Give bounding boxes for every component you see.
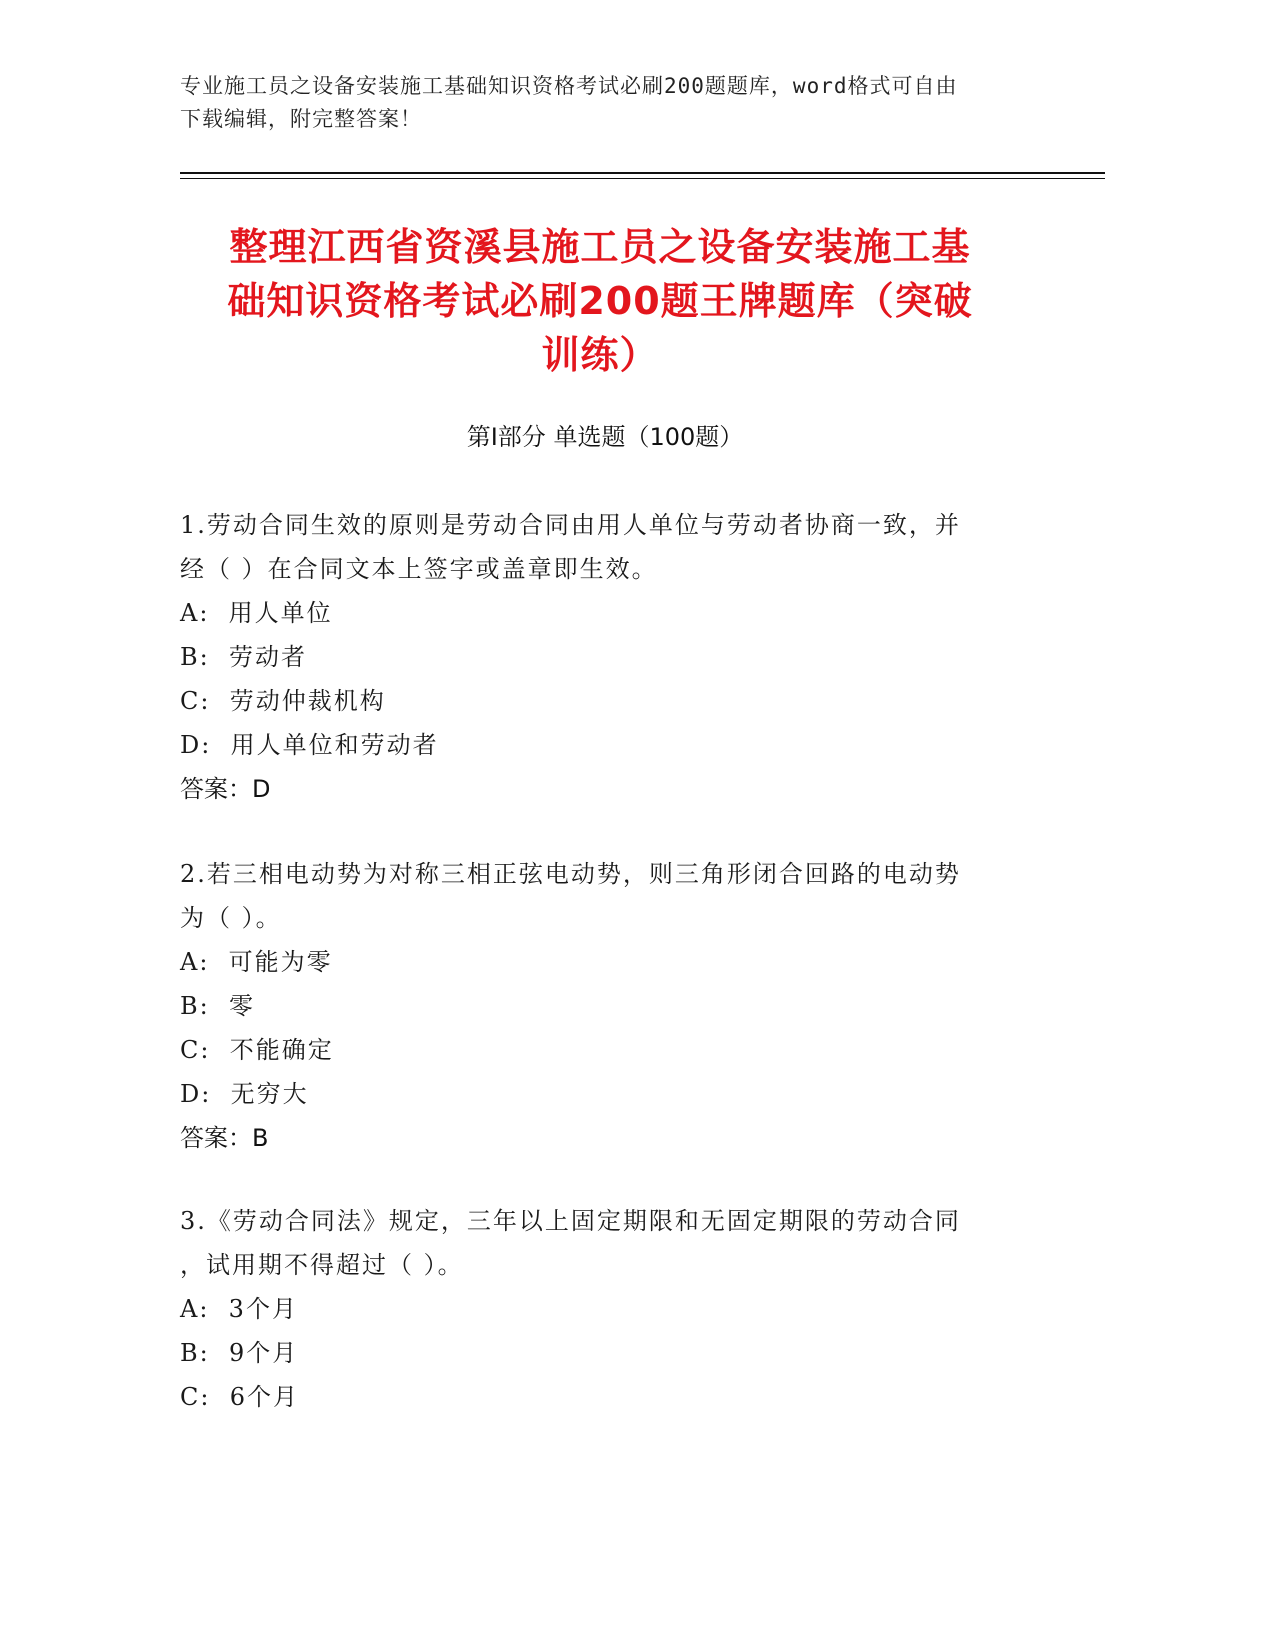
header-note-line-2: 下载编辑，附完整答案！ [180, 107, 422, 131]
question-2-option-d: D: 无穷大 [180, 1080, 309, 1108]
question-2-option-a: A: 可能为零 [180, 948, 333, 976]
header-divider-thick [180, 172, 1105, 174]
document-title-line-3: 训练） [541, 333, 659, 377]
question-1-option-d: D: 用人单位和劳动者 [180, 731, 439, 759]
question-1 [180, 503, 1040, 811]
document-page [180, 0, 1105, 1650]
question-3-option-b: B: 9个月 [180, 1339, 299, 1367]
document-title-line-1: 整理江西省资溪县施工员之设备安装施工基 [229, 225, 971, 269]
question-2-option-b: B: 零 [180, 992, 255, 1020]
question-2-option-c: C: 不能确定 [180, 1036, 334, 1064]
question-1-stem-line-2: 经（ ）在合同文本上签字或盖章即生效。 [180, 555, 658, 583]
question-1-stem-line-1: 1.劳动合同生效的原则是劳动合同由用人单位与劳动者协商一致，并 [180, 511, 961, 539]
question-1-option-b: B: 劳动者 [180, 643, 307, 671]
question-2-stem-line-1: 2.若三相电动势为对称三相正弦电动势，则三角形闭合回路的电动势 [180, 860, 961, 888]
question-3-stem-line-2: ，试用期不得超过（ ）。 [180, 1251, 464, 1279]
header-note-line-1: 专业施工员之设备安装施工基础知识资格考试必刷200题题库，word格式可自由 [180, 74, 958, 98]
question-3-option-a: A: 3个月 [180, 1295, 298, 1323]
question-1-option-c: C: 劳动仲裁机构 [180, 687, 386, 715]
question-1-option-a: A: 用人单位 [180, 599, 333, 627]
question-2-answer: 答案：B [180, 1124, 269, 1152]
question-3-option-c: C: 6个月 [180, 1383, 299, 1411]
document-title [170, 220, 1030, 382]
question-2 [180, 852, 1040, 1160]
question-3-stem-line-1: 3.《劳动合同法》规定，三年以上固定期限和无固定期限的劳动合同 [180, 1207, 961, 1235]
header-divider-thin [180, 178, 1105, 179]
question-3 [180, 1199, 1040, 1419]
header-note [180, 70, 1040, 136]
question-2-stem-line-2: 为（ ）。 [180, 904, 282, 932]
document-title-line-2: 础知识资格考试必刷200题王牌题库（突破 [227, 279, 973, 323]
question-1-answer: 答案：D [180, 775, 271, 803]
section-heading: 第I部分 单选题（100题） [466, 423, 744, 451]
